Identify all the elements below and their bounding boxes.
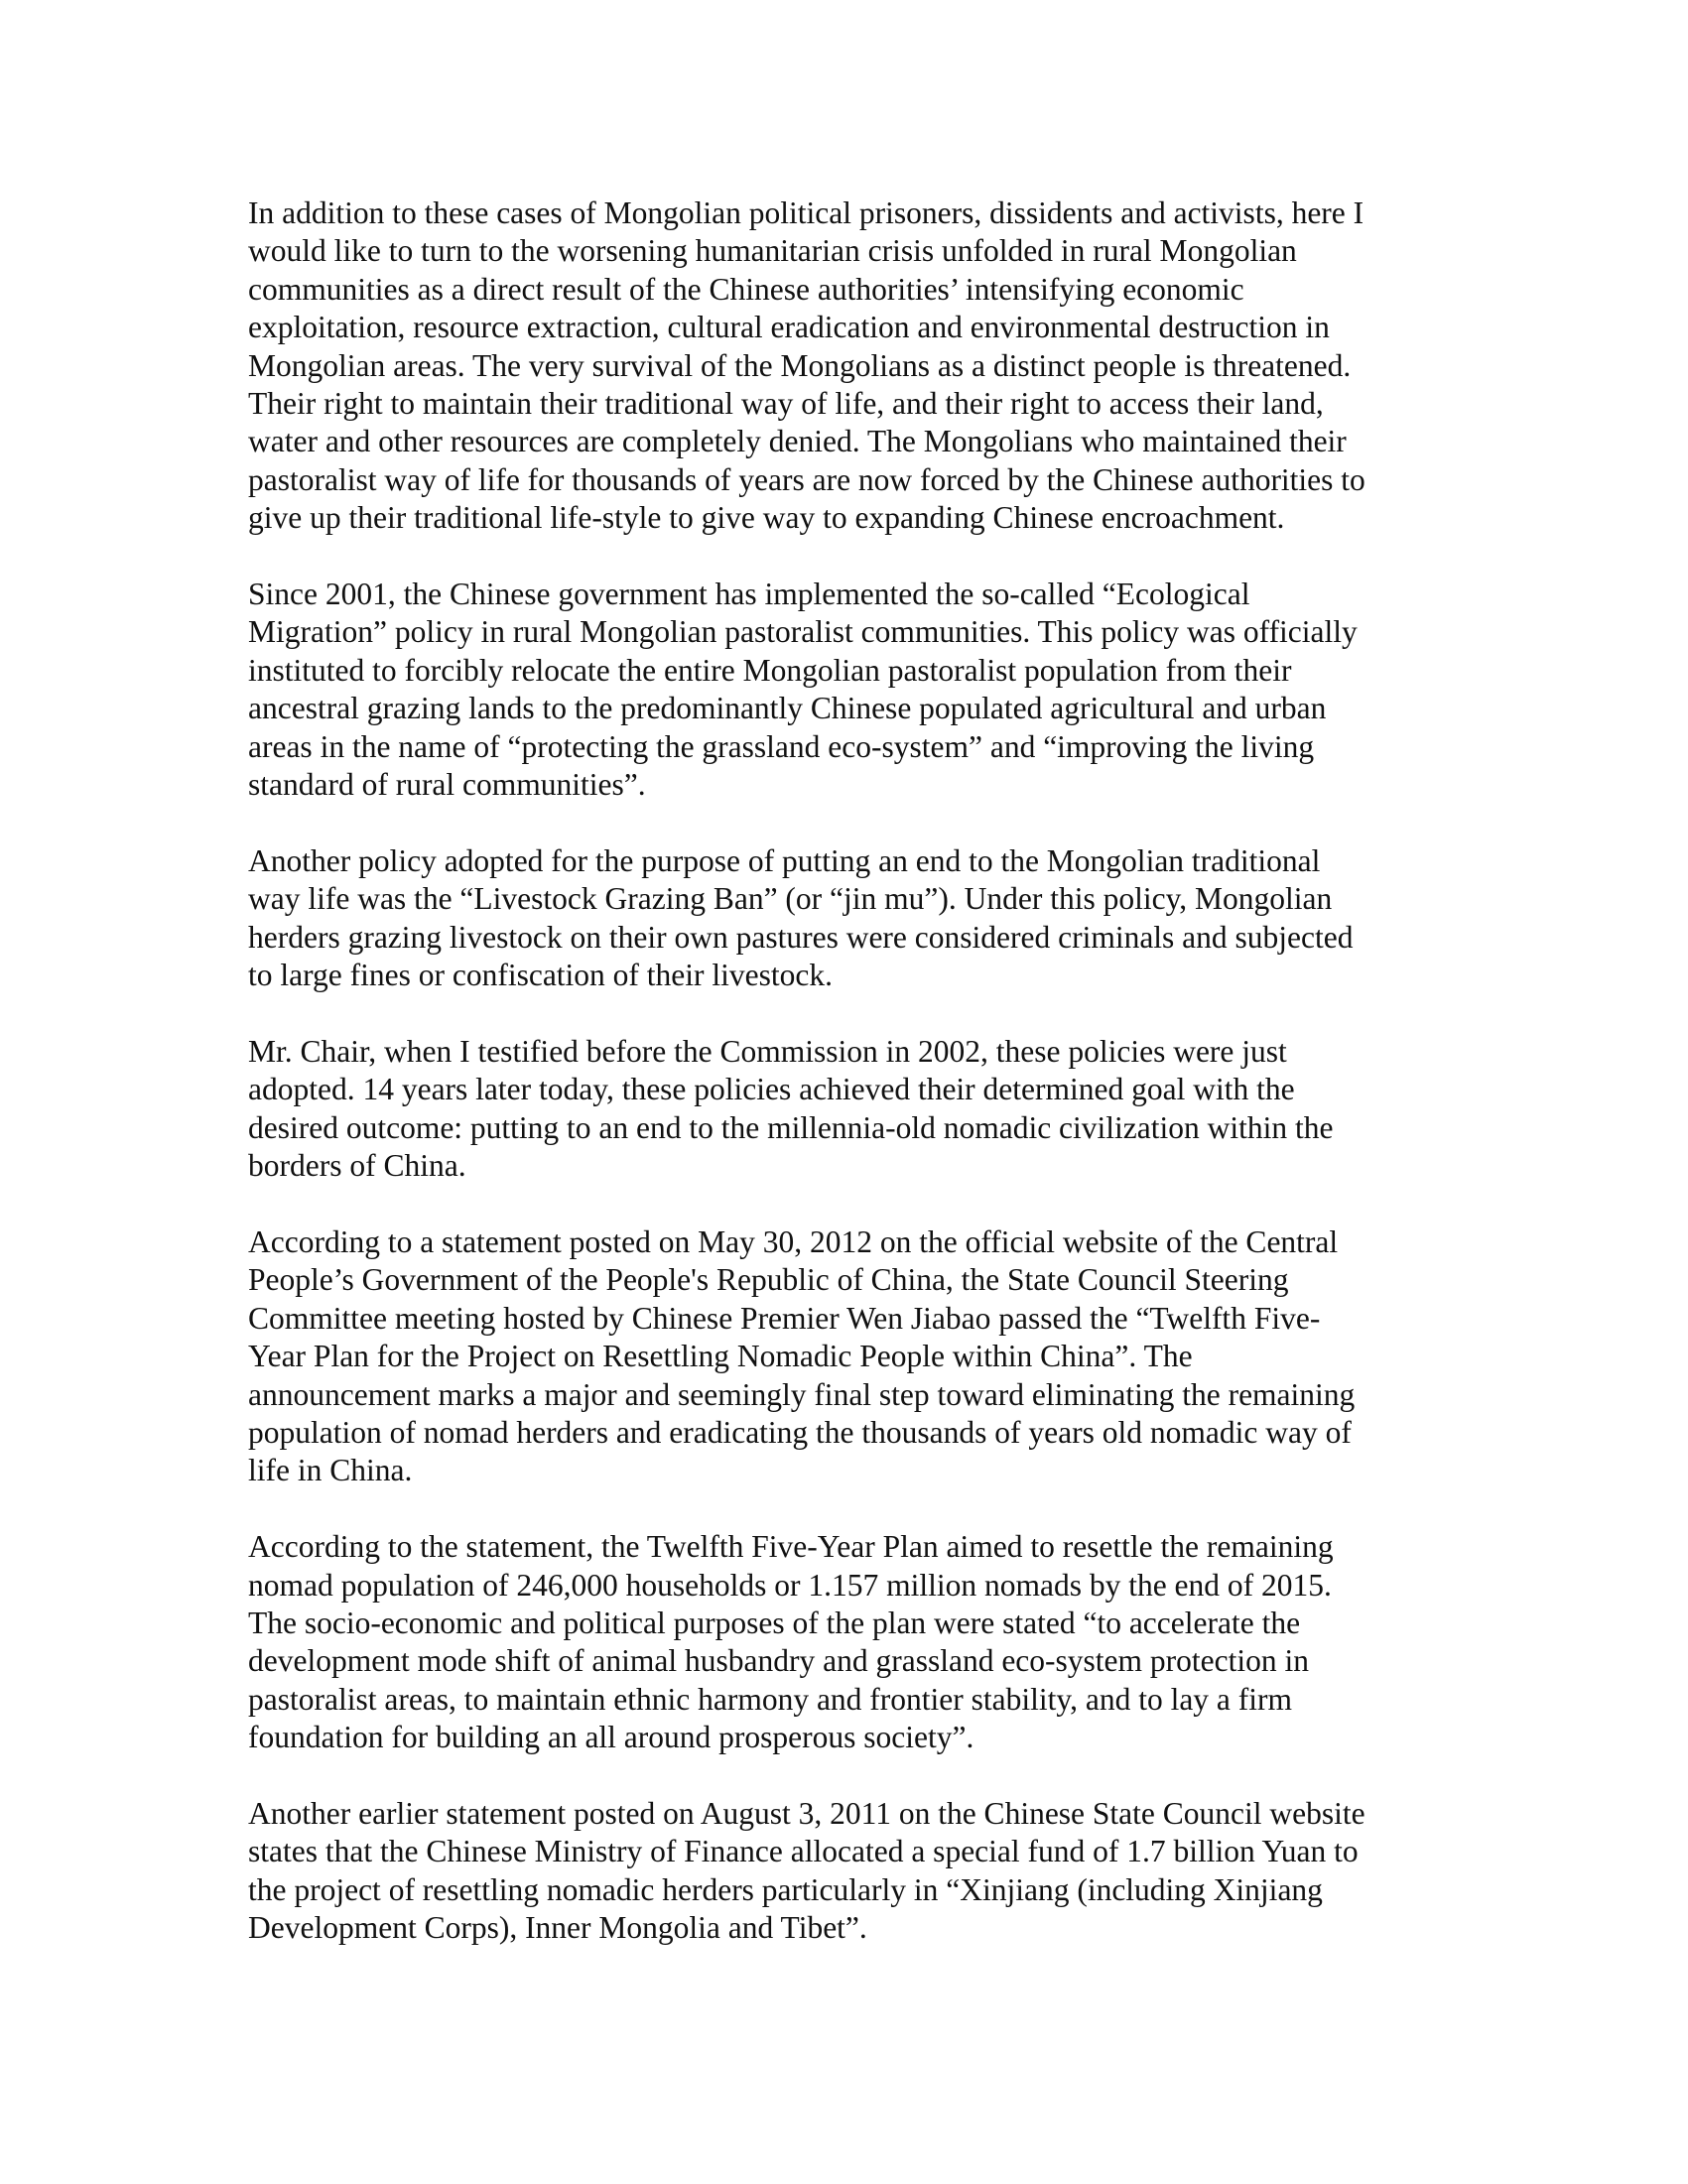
text-line: Since 2001, the Chinese government has implemented the so-called “Ecological xyxy=(248,577,1250,612)
text-line: states that the Chinese Ministry of Finance allocated a special fund of 1.7 billion Yuan to xyxy=(248,1834,1359,1869)
text-line: give up their traditional life-style to give way to expanding Chinese encroachment. xyxy=(248,500,1285,536)
text-line: Mongolian areas. The very survival of the Mongolians as a distinct people is threatened. xyxy=(248,347,1352,383)
text-line: According to a statement posted on May 30, 2012 on the official website of the Central xyxy=(248,1223,1339,1259)
document-body xyxy=(248,194,1449,1986)
text-line: Another policy adopted for the purpose of putting an end to the Mongolian traditional xyxy=(248,842,1321,878)
paragraph-1 xyxy=(248,194,1449,538)
text-line: water and other resources are completely denied. The Mongolians who maintained their xyxy=(248,424,1347,459)
text-line: communities as a direct result of the Chinese authorities’ intensifying economic xyxy=(248,271,1244,307)
text-line: People’s Government of the People's Republic of China, the State Council Steering xyxy=(248,1262,1289,1298)
paragraph-3 xyxy=(248,842,1449,995)
text-line: pastoralist way of life for thousands of years are now forced by the Chinese authorities to xyxy=(248,461,1365,497)
text-line: standard of rural communities”. xyxy=(248,767,646,803)
text-line: Their right to maintain their traditional way of life, and their right to access their land, xyxy=(248,386,1324,422)
text-line: According to the statement, the Twelfth Five-Year Plan aimed to resettle the remaining xyxy=(248,1529,1334,1565)
text-line: desired outcome: putting to an end to the millennia-old nomadic civilization within the xyxy=(248,1109,1334,1145)
text-line: the project of resettling nomadic herders particularly in “Xinjiang (including Xinjiang xyxy=(248,1871,1323,1907)
paragraph-5 xyxy=(248,1223,1449,1490)
text-line: development mode shift of animal husbandry and grassland eco-system protection in xyxy=(248,1643,1309,1679)
text-line: adopted. 14 years later today, these policies achieved their determined goal with the xyxy=(248,1072,1295,1107)
text-line: nomad population of 246,000 households or 1.157 million nomads by the end of 2015. xyxy=(248,1567,1332,1603)
text-line: instituted to forcibly relocate the entire Mongolian pastoralist population from their xyxy=(248,652,1292,688)
text-line: pastoralist areas, to maintain ethnic harmony and frontier stability, and to lay a firm xyxy=(248,1681,1293,1717)
text-line: Migration” policy in rural Mongolian pastoralist communities. This policy was officially xyxy=(248,614,1358,650)
paragraph-6 xyxy=(248,1528,1449,1756)
text-line: exploitation, resource extraction, cultural eradication and environmental destruction in xyxy=(248,310,1330,345)
text-line: borders of China. xyxy=(248,1148,466,1184)
text-line: Another earlier statement posted on August 3, 2011 on the Chinese State Council website xyxy=(248,1795,1365,1831)
text-line: way life was the “Livestock Grazing Ban” (or “jin mu”). Under this policy, Mongolian xyxy=(248,881,1333,917)
text-line: herders grazing livestock on their own pastures were considered criminals and subjected xyxy=(248,919,1354,955)
text-line: Mr. Chair, when I testified before the Commission in 2002, these policies were just xyxy=(248,1033,1287,1069)
paragraph-7 xyxy=(248,1795,1449,1948)
text-line: ancestral grazing lands to the predominantly Chinese populated agricultural and urban xyxy=(248,691,1327,726)
paragraph-4 xyxy=(248,1033,1449,1186)
text-line: The socio-economic and political purposes of the plan were stated “to accelerate the xyxy=(248,1605,1301,1640)
text-line: Development Corps), Inner Mongolia and Tibet”. xyxy=(248,1910,867,1946)
text-line: population of nomad herders and eradicating the thousands of years old nomadic way of xyxy=(248,1414,1352,1450)
text-line: to large fines or confiscation of their livestock. xyxy=(248,958,833,993)
text-line: would like to turn to the worsening humanitarian crisis unfolded in rural Mongolian xyxy=(248,233,1297,269)
text-line: foundation for building an all around prosperous society”. xyxy=(248,1720,974,1755)
text-line: In addition to these cases of Mongolian political prisoners, dissidents and activists, here I xyxy=(248,195,1364,230)
text-line: announcement marks a major and seemingly final step toward eliminating the remaining xyxy=(248,1376,1356,1412)
text-line: Year Plan for the Project on Resettling Nomadic People within China”. The xyxy=(248,1339,1193,1374)
paragraph-2 xyxy=(248,576,1449,804)
text-line: Committee meeting hosted by Chinese Premier Wen Jiabao passed the “Twelfth Five- xyxy=(248,1300,1321,1336)
text-line: areas in the name of “protecting the grassland eco-system” and “improving the living xyxy=(248,728,1315,764)
text-line: life in China. xyxy=(248,1453,413,1488)
